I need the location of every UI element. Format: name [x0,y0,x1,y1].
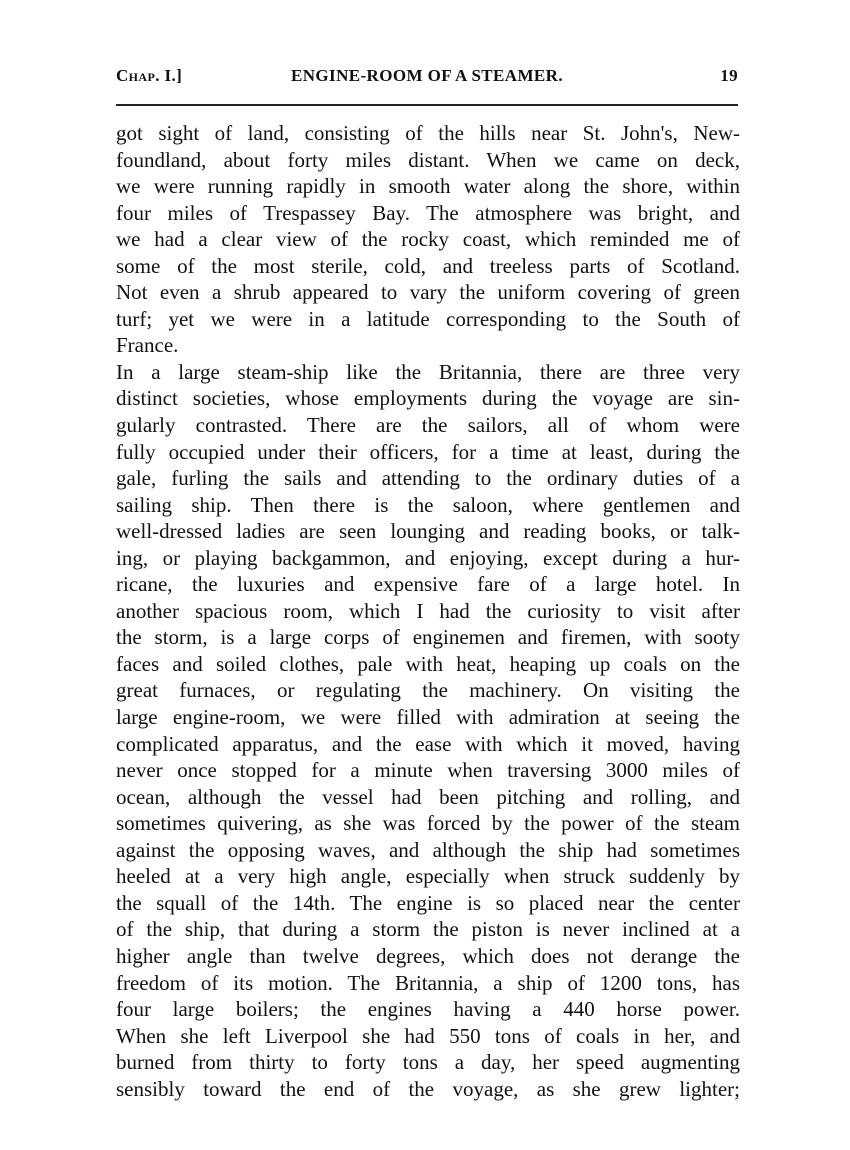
text-line: distinct societies, whose employments during the voyage are sin- [116,386,740,411]
text-line: In a large steam-ship like the Britannia, there are three very [116,359,740,384]
text-line: the storm, is a large corps of enginemen and firemen, with sooty [116,625,740,650]
text-line: faces and soiled clothes, pale with heat, heaping up coals on the [116,651,740,676]
text-line: gale, furling the sails and attending to the ordinary duties of a [116,466,740,491]
running-header [116,65,738,87]
text-line: great furnaces, or regulating the machinery. On visiting the [116,678,740,703]
text-line: we were running rapidly in smooth water along the shore, within [116,174,740,199]
text-line: ing, or playing backgammon, and enjoying, except during a hur- [116,545,740,570]
text-line: the squall of the 14th. The engine is so placed near the center [116,890,740,915]
text-line: large engine-room, we were filled with admiration at seeing the [116,705,740,730]
text-line: another spacious room, which I had the curiosity to visit after [116,598,740,623]
text-line: sailing ship. Then there is the saloon, where gentlemen and [116,492,740,517]
text-line: four miles of Trespassey Bay. The atmosphere was bright, and [116,200,740,225]
text-line: some of the most sterile, cold, and treeless parts of Scotland. [116,253,740,278]
text-line: well-dressed ladies are seen lounging and reading books, or talk- [116,519,740,544]
page-number: 19 [720,66,738,85]
text-line: never once stopped for a minute when traversing 3000 miles of [116,758,740,783]
text-line: When she left Liverpool she had 550 tons of coals in her, and [116,1023,740,1048]
text-line: freedom of its motion. The Britannia, a ship of 1200 tons, has [116,970,740,995]
header-rule [116,104,738,106]
text-line: Not even a shrub appeared to vary the uniform covering of green [116,280,740,305]
chapter-label: Chap. I.] [116,66,183,85]
text-line: of the ship, that during a storm the piston is never inclined at a [116,917,740,942]
text-line: fully occupied under their officers, for a time at least, during the [116,439,740,464]
text-line: burned from thirty to forty tons a day, her speed augmenting [116,1050,740,1075]
paragraph-1 [116,120,740,359]
text-line: complicated apparatus, and the ease with which it moved, having [116,731,740,756]
text-line: ocean, although the vessel had been pitching and rolling, and [116,784,740,809]
text-line: France. [116,333,179,358]
text-line: sensibly toward the end of the voyage, as she grew lighter; [116,1076,740,1101]
text-line: we had a clear view of the rocky coast, which reminded me of [116,227,740,252]
text-line: got sight of land, consisting of the hills near St. John's, New- [116,121,740,145]
text-line: higher angle than twelve degrees, which does not derange the [116,943,740,968]
text-line: turf; yet we were in a latitude corresponding to the South of [116,306,740,331]
text-line: foundland, about forty miles distant. When we came on deck, [116,147,740,172]
text-line: four large boilers; the engines having a 440 horse power. [116,997,740,1022]
paragraph-2 [116,359,740,1102]
text-line: against the opposing waves, and although the ship had sometimes [116,837,740,862]
body-text [116,120,740,1102]
text-line: sometimes quivering, as she was forced by the power of the steam [116,811,740,836]
text-line: gularly contrasted. There are the sailors, all of whom were [116,413,740,438]
running-title: ENGINE-ROOM OF A STEAMER. [291,66,563,85]
text-line: heeled at a very high angle, especially when struck suddenly by [116,864,740,889]
text-line: ricane, the luxuries and expensive fare of a large hotel. In [116,572,740,597]
